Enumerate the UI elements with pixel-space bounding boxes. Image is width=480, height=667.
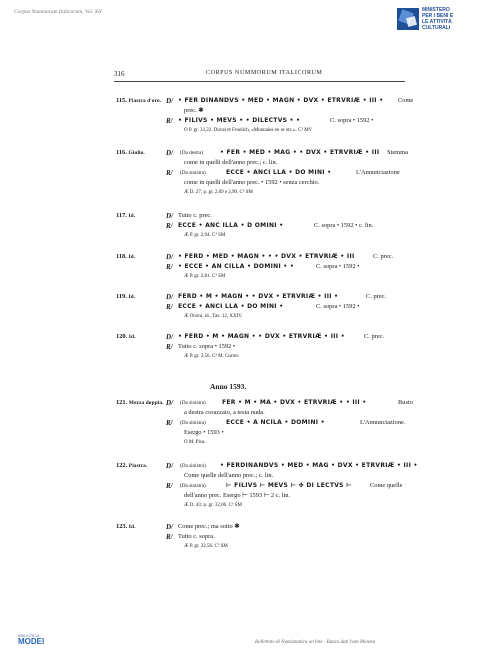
- obverse-label: D/: [166, 253, 173, 261]
- reverse-label: R/: [166, 169, 173, 177]
- entry-reference: O M. Pisa.: [184, 440, 206, 445]
- reverse-description: Come quelle: [370, 482, 403, 489]
- entry-number: 122.: [116, 462, 128, 469]
- obverse-continuation: prec. ✱: [184, 107, 204, 114]
- obverse-description: Busto: [398, 399, 413, 406]
- entry-reference: Æ P. gr. 3,56. C³ M. Correr.: [184, 354, 240, 359]
- reverse-legend: ECCE • ANC ILLA • D OMINI •: [178, 222, 284, 229]
- footer-logo: BIBLIOTECA MODEI: [18, 634, 45, 646]
- obverse-label: D/: [166, 462, 173, 470]
- page-title: CORPUS NUMMORUM ITALICORUM: [206, 70, 323, 76]
- reverse-continuation: come in quelli dell'anno prec. • 1592 • senza cerchio.: [184, 179, 320, 186]
- entry-reference: Æ Orsini, id., Tav. 12, XXIV.: [184, 314, 243, 319]
- entry-reference: Æ P. gr. 2,94. C³ SM: [184, 233, 226, 238]
- reverse-legend: Tutto c. sopra • 1592 •: [178, 343, 236, 350]
- obverse-label: D/: [166, 293, 173, 301]
- obverse-direction: (Da sinistra): [180, 400, 206, 406]
- obverse-legend: • FERD • M • MAGN • • DVX • ETRVRIÆ • III •: [178, 333, 345, 340]
- obverse-label: D/: [166, 97, 173, 105]
- reverse-label: R/: [166, 303, 173, 311]
- year-heading: Anno 1593.: [210, 382, 247, 391]
- entry-reference: Æ P. gr. 32,56. C³ SM: [184, 544, 228, 549]
- obverse-label: D/: [166, 149, 173, 157]
- header-rule: [114, 81, 405, 82]
- obverse-direction: (Da sinistra): [180, 463, 206, 469]
- reverse-legend: ECCE • ANCI LLA • DO MINI •: [178, 303, 284, 310]
- entry-number: 121.: [116, 399, 128, 406]
- obverse-direction: (Da destra): [180, 150, 204, 156]
- obverse-continuation: Come quelle dell'anno prec.; c. lin.: [184, 472, 274, 479]
- obverse-legend: FER • M • MA • DVX • ETRVRIÆ • • III •: [222, 399, 367, 406]
- catalog-entry-116: [116, 148, 416, 198]
- ministry-logo-icon: [397, 8, 419, 30]
- obverse-label: D/: [166, 333, 173, 341]
- coin-type: Id.: [128, 294, 136, 300]
- entry-number: 118.: [116, 253, 127, 260]
- coin-type: Id.: [128, 334, 136, 340]
- catalog-entry-119: [116, 292, 416, 322]
- reverse-description: L'Annunciazione: [356, 169, 400, 176]
- ministry-logo: [397, 6, 475, 32]
- catalog-entry-120: [116, 332, 416, 362]
- reverse-label: R/: [166, 533, 173, 541]
- obverse-legend: Tutto c. prec.: [178, 212, 212, 219]
- reverse-direction: (Da sinistra): [180, 483, 206, 489]
- obverse-description: Come: [398, 97, 414, 104]
- reverse-description: C. sopra • 1592 •: [316, 303, 360, 310]
- reverse-continuation: dell'anno prec. Esergo ⊢ 1593 ⊢ 2 c. lin.: [184, 492, 291, 499]
- coin-type: Piastra d'oro.: [128, 98, 162, 104]
- coin-type: Id.: [128, 254, 136, 260]
- obverse-legend: • FERDINANDVS • MED • MAG • DVX • ETRVRIÆ • III •: [220, 462, 418, 469]
- entry-number: 120.: [116, 333, 128, 340]
- reverse-label: R/: [166, 117, 173, 125]
- entry-number: 117.: [116, 212, 127, 219]
- catalog-entry-123: [116, 522, 416, 552]
- coin-type: Mezza doppia.: [128, 400, 164, 406]
- obverse-label: D/: [166, 399, 173, 407]
- obverse-label: D/: [166, 523, 173, 531]
- entry-number: 115.: [116, 97, 127, 104]
- reverse-label: R/: [166, 482, 173, 490]
- catalog-entry-121: [116, 398, 416, 448]
- reverse-description: C. sopra • 1592 •: [330, 117, 374, 124]
- reverse-legend: ECCE • A NCILA • DOMINI •: [226, 419, 325, 426]
- reverse-direction: (Da sinistra): [180, 170, 206, 176]
- obverse-legend: • FER • MED • MAG • • DVX • ETRVRIÆ • III: [220, 149, 380, 156]
- catalog-entry-117: [116, 211, 416, 241]
- obverse-label: D/: [166, 212, 173, 220]
- reverse-description: C. sopra • 1592 • c. lin.: [314, 222, 374, 229]
- running-head: Corpus Nummorum Italicorum, Vol. XII: [14, 9, 102, 15]
- obverse-continuation: a destra corazzato, a testa nuda.: [184, 409, 265, 416]
- catalog-entry-118: [116, 252, 416, 282]
- entry-number: 116.: [116, 149, 127, 156]
- reverse-legend: ⊢ FILIVS ⊢ MEVS ⊢ ✤ DI LECTVS ⊢: [226, 482, 352, 489]
- coin-type: Piastra.: [128, 463, 148, 469]
- reverse-direction: (Da sinistra): [180, 420, 206, 426]
- catalog-entry-115: [116, 96, 416, 136]
- obverse-legend: • FER DINANDVS • MED • MAGN • DVX • ETRVRIÆ • III •: [178, 97, 384, 104]
- coin-type: Id.: [128, 213, 136, 219]
- obverse-description: C. prec.: [364, 333, 385, 340]
- reverse-legend: • FILIVS • MEVS • • DILECTVS • •: [178, 117, 301, 124]
- obverse-description: C. prec.: [366, 293, 387, 300]
- coin-type: Id.: [128, 524, 136, 530]
- obverse-legend: FERD • M • MAGN • • DVX • ETRVRIÆ • III •: [178, 293, 339, 300]
- reverse-continuation: Esergo • 1593 •: [184, 429, 224, 436]
- obverse-legend: Come prec.; ma sotto ✱: [178, 523, 240, 530]
- entry-reference: Æ D. 43; p. gr. 32,06. C³ SM: [184, 503, 242, 508]
- reverse-label: R/: [166, 263, 173, 271]
- obverse-legend: • FERD • MED • MAGN • • • DVX • ETRVRIÆ • III: [178, 253, 355, 260]
- entry-reference: Æ D. 27; p. gr. 2,69 e 2,90. C³ SM: [184, 190, 253, 195]
- catalog-entry-122: [116, 461, 416, 511]
- reverse-legend: ECCE • ANCI LLA • DO MINI •: [226, 169, 332, 176]
- reverse-description: L'Annunciazione.: [360, 419, 406, 426]
- reverse-description: C. sopra • 1592 •: [316, 263, 360, 270]
- page-number: 316: [114, 70, 125, 78]
- coin-type: Giulio.: [128, 150, 145, 156]
- footer-credit: Bollettino di Numismatica on line - Banca dati Ivan Moneta: [255, 640, 376, 645]
- reverse-label: R/: [166, 419, 173, 427]
- reverse-label: R/: [166, 343, 173, 351]
- obverse-continuation: come in quelli dell'anno prec.; c. lin.: [184, 159, 278, 166]
- entry-number: 123.: [116, 523, 128, 530]
- reverse-legend: Tutto c. sopra.: [178, 533, 215, 540]
- reverse-legend: • ECCE • AN CILLA • DOMINI • •: [178, 263, 295, 270]
- entry-reference: O P. gr. 33,22. Duval et Froelich, «Monnaies en or etc.». C³ MV: [184, 128, 313, 133]
- ministry-logo-text: MINISTERO PER I BENI E LE ATTIVITÀ CULTURALI: [422, 7, 454, 31]
- entry-number: 119.: [116, 293, 127, 300]
- entry-reference: Æ P. gr. 2,81. C³ SM: [184, 274, 226, 279]
- obverse-description: C. prec.: [373, 253, 394, 260]
- reverse-label: R/: [166, 222, 173, 230]
- obverse-description: Stemma: [387, 149, 408, 156]
